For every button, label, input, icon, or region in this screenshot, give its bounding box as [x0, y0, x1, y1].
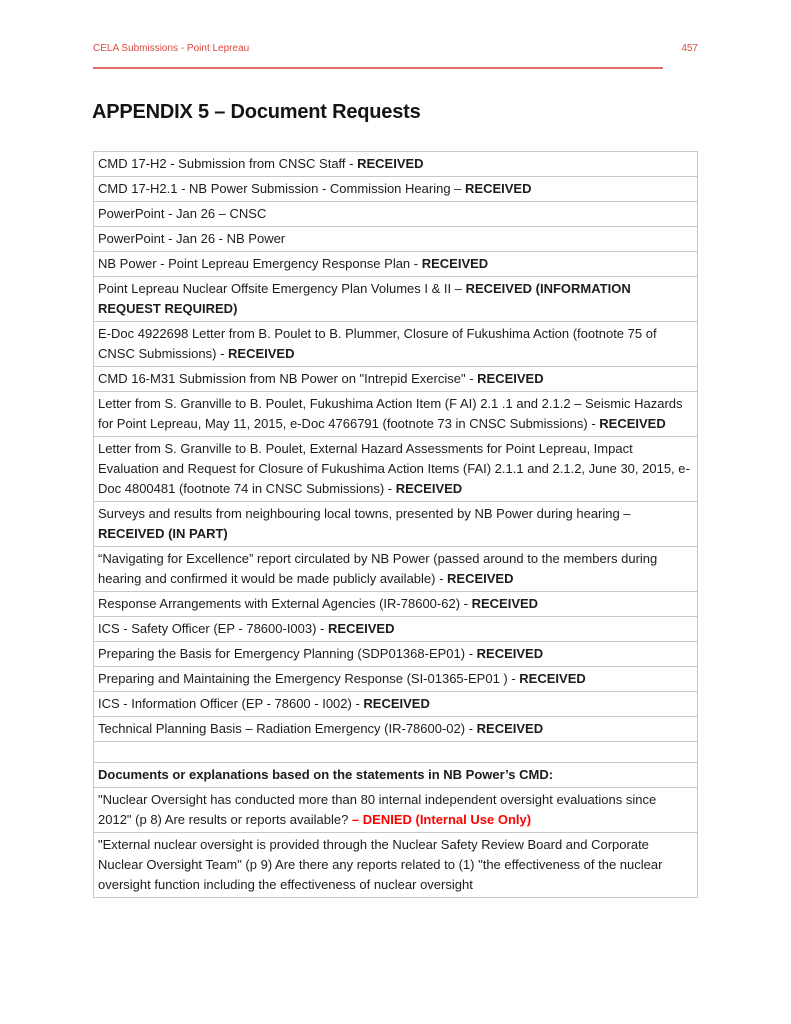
table-row [94, 788, 697, 833]
table-row [94, 547, 697, 592]
table-row [94, 367, 697, 392]
row-text: Letter from S. Granville to B. Poulet, External Hazard Assessments for Point Lepreau, Impact Evaluation and Request for Closure of Fukushima Action Items (FAI) 2.1.1 and 2.1.2, June 30, 2015, e-Doc 4800481 (footnote 74 in CNSC Submissions) - [98, 441, 690, 496]
status-or-bold-text: RECEIVED [476, 646, 544, 661]
row-text: NB Power - Point Lepreau Emergency Response Plan - [98, 256, 422, 271]
row-text: Point Lepreau Nuclear Offsite Emergency Plan Volumes I & II – [98, 281, 466, 296]
table-row [94, 252, 697, 277]
status-or-bold-text: RECEIVED [465, 181, 532, 196]
table-row [94, 742, 697, 763]
table-row [94, 667, 697, 692]
status-or-bold-text: RECEIVED [447, 571, 514, 586]
status-or-bold-text: RECEIVED [395, 481, 463, 496]
table-row [94, 277, 697, 322]
page-header [93, 43, 698, 54]
table-row [94, 502, 697, 547]
status-or-bold-text: RECEIVED [599, 416, 666, 431]
table-row [94, 763, 697, 788]
status-or-bold-text: RECEIVED [328, 621, 395, 636]
row-text: ICS - Information Officer (EP - 78600 - I002) - [98, 696, 364, 711]
table-row [94, 227, 697, 252]
status-denied-text: – DENIED (Internal Use Only) [351, 812, 532, 827]
appendix-title: APPENDIX 5 – Document Requests [92, 101, 421, 123]
status-or-bold-text: RECEIVED (INFORMATION REQUEST REQUIRED) [98, 281, 631, 316]
row-text: CMD 17-H2.1 - NB Power Submission - Commission Hearing – [98, 181, 466, 196]
status-or-bold-text: RECEIVED [363, 696, 430, 711]
table-row [94, 392, 697, 437]
row-text: Preparing the Basis for Emergency Planning (SDP01368-EP01) - [98, 646, 477, 661]
header-running-title: CELA Submissions - Point Lepreau [93, 43, 250, 54]
status-or-bold-text: Documents or explanations based on the statements in NB Power’s CMD: [98, 767, 554, 782]
table-row [94, 592, 697, 617]
document-requests-table [93, 151, 698, 898]
row-text: Response Arrangements with External Agencies (IR-78600-62) - [98, 596, 472, 611]
row-text: Preparing and Maintaining the Emergency Response (SI-01365-EP01 ) - [98, 671, 520, 686]
table-row [94, 642, 697, 667]
table-row [94, 692, 697, 717]
row-text: "Nuclear Oversight has conducted more than 80 internal independent oversight evaluations since 2012" (p 8) Are results or reports available? [98, 792, 657, 827]
status-or-bold-text: RECEIVED [421, 256, 489, 271]
status-or-bold-text: RECEIVED (IN PART) [98, 526, 228, 541]
row-text: CMD 16-M31 Submission from NB Power on "Intrepid Exercise" - [98, 371, 478, 386]
row-text: PowerPoint - Jan 26 – CNSC [98, 206, 267, 221]
status-or-bold-text: RECEIVED [471, 596, 539, 611]
status-or-bold-text: RECEIVED [476, 721, 544, 736]
table-row [94, 202, 697, 227]
status-or-bold-text: RECEIVED [519, 671, 586, 686]
status-or-bold-text: RECEIVED [477, 371, 544, 386]
row-text: ICS - Safety Officer (EP - 78600-I003) - [98, 621, 329, 636]
row-text: Surveys and results from neighbouring local towns, presented by NB Power during hearing – [98, 506, 631, 521]
row-text: E-Doc 4922698 Letter from B. Poulet to B. Plummer, Closure of Fukushima Action (footnote 75 of CNSC Submissions) - [98, 326, 657, 361]
row-text: Letter from S. Granville to B. Poulet, Fukushima Action Item (F AI) 2.1 .1 and 2.1.2 – Seismic Hazards for Point Lepreau, May 11, 2015, e-Doc 4766791 (footnote 73 in CNSC Submissions) - [98, 396, 683, 431]
header-divider-line [93, 67, 663, 69]
row-text: CMD 17-H2 - Submission from CNSC Staff - [98, 156, 358, 171]
table-row [94, 617, 697, 642]
row-text: “Navigating for Excellence” report circulated by NB Power (passed around to the members during hearing and confirmed it would be made publicly available) - [98, 551, 658, 586]
table-row [94, 152, 697, 177]
row-text: PowerPoint - Jan 26 - NB Power [98, 231, 286, 246]
status-or-bold-text: RECEIVED [228, 346, 295, 361]
row-text: Technical Planning Basis – Radiation Emergency (IR-78600-02) - [98, 721, 477, 736]
table-row [94, 437, 697, 502]
table-row [94, 717, 697, 742]
table-row [94, 833, 697, 897]
page-number: 457 [681, 43, 698, 54]
table-row [94, 177, 697, 202]
row-text: "External nuclear oversight is provided through the Nuclear Safety Review Board and Corporate Nuclear Oversight Team" (p 9) Are there any reports related to (1) "the effectiveness of the nuclear oversight function including the effectiveness of nuclear oversight [98, 837, 663, 892]
status-or-bold-text: RECEIVED [357, 156, 424, 171]
table-row [94, 322, 697, 367]
